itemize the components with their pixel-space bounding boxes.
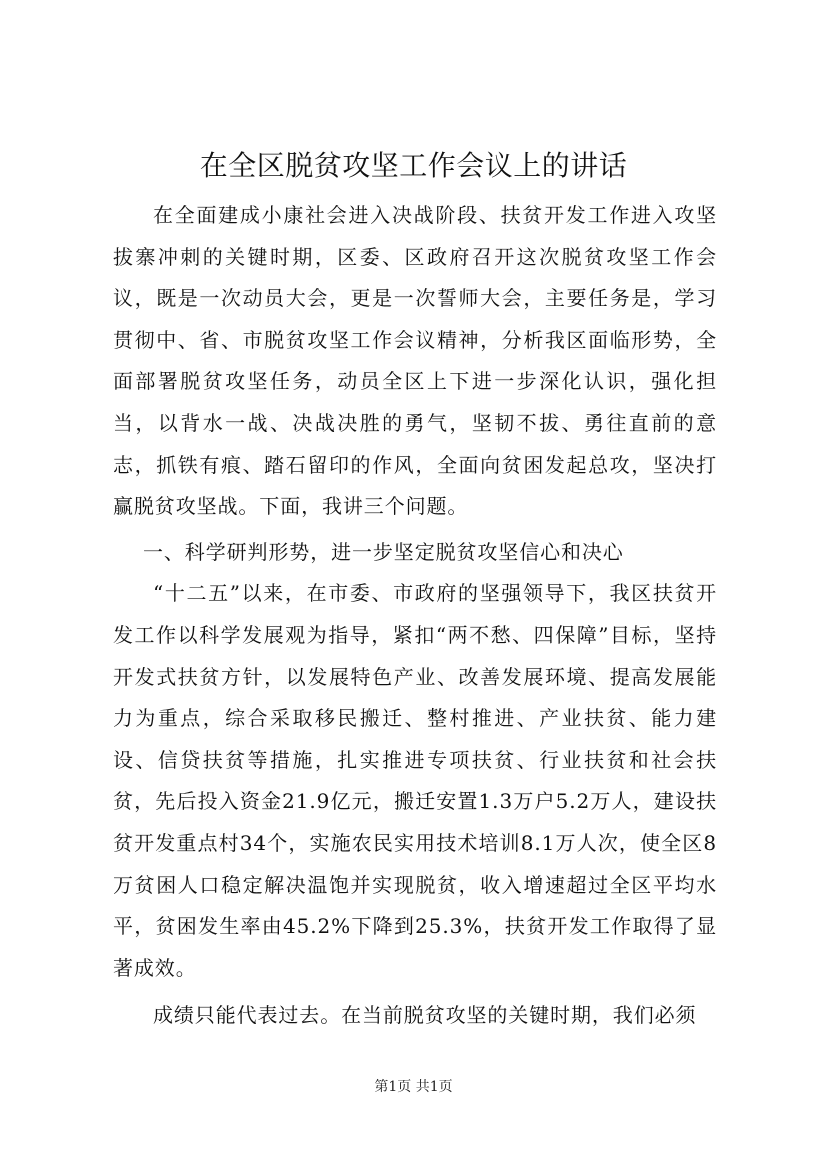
paragraph-intro: 在全面建成小康社会进入决战阶段、扶贫开发工作进入攻坚拔寨冲刺的关键时期，区委、区政府召开这次脱贫攻坚工作会议，既是一次动员大会，更是一次誓师大会，主要任务是，学习贯彻中、省、市脱贫攻坚工作会议精神，分析我区面临形势，全面部署脱贫攻坚任务，动员全区上下进一步深化认识，强化担当，以背水一战、决战决胜的勇气，坚韧不拔、勇往直前的意志，抓铁有痕、踏石留印的作风，全面向贫困发起总攻，坚决打赢脱贫攻坚战。下面，我讲三个问题。 <box>113 203 717 519</box>
section-heading: 一、科学研判形势，进一步坚定脱贫攻坚信心和决心 <box>143 539 624 564</box>
document-body <box>113 195 717 1037</box>
document-title: 在全区脱贫攻坚工作会议上的讲话 <box>199 149 628 182</box>
paragraph-achievements: “十二五”以来，在市委、市政府的坚强领导下，我区扶贫开发工作以科学发展观为指导，紧扣“两不愁、四保障”目标，坚持开发式扶贫方针，以发展特色产业、改善发展环境、提高发展能力为重点，综合采取移民搬迁、整村推进、产业扶贫、能力建设、信贷扶贫等措施，扎实推进专项扶贫、行业扶贫和社会扶贫，先后投入资金21.9亿元，搬迁安置1.3万户5.2万人，建设扶贫开发重点村34个，实施农民实用技术培训8.1万人次，使全区8万贫困人口稳定解决温饱并实现脱贫，收入增速超过全区平均水平，贫困发生率由45.2%下降到25.3%，扶贫开发工作取得了显著成效。 <box>113 581 717 980</box>
page-number-footer: 第1页 共1页 <box>374 1079 453 1095</box>
paragraph-continuation: 成绩只能代表过去。在当前脱贫攻坚的关键时期，我们必须 <box>153 1003 697 1028</box>
